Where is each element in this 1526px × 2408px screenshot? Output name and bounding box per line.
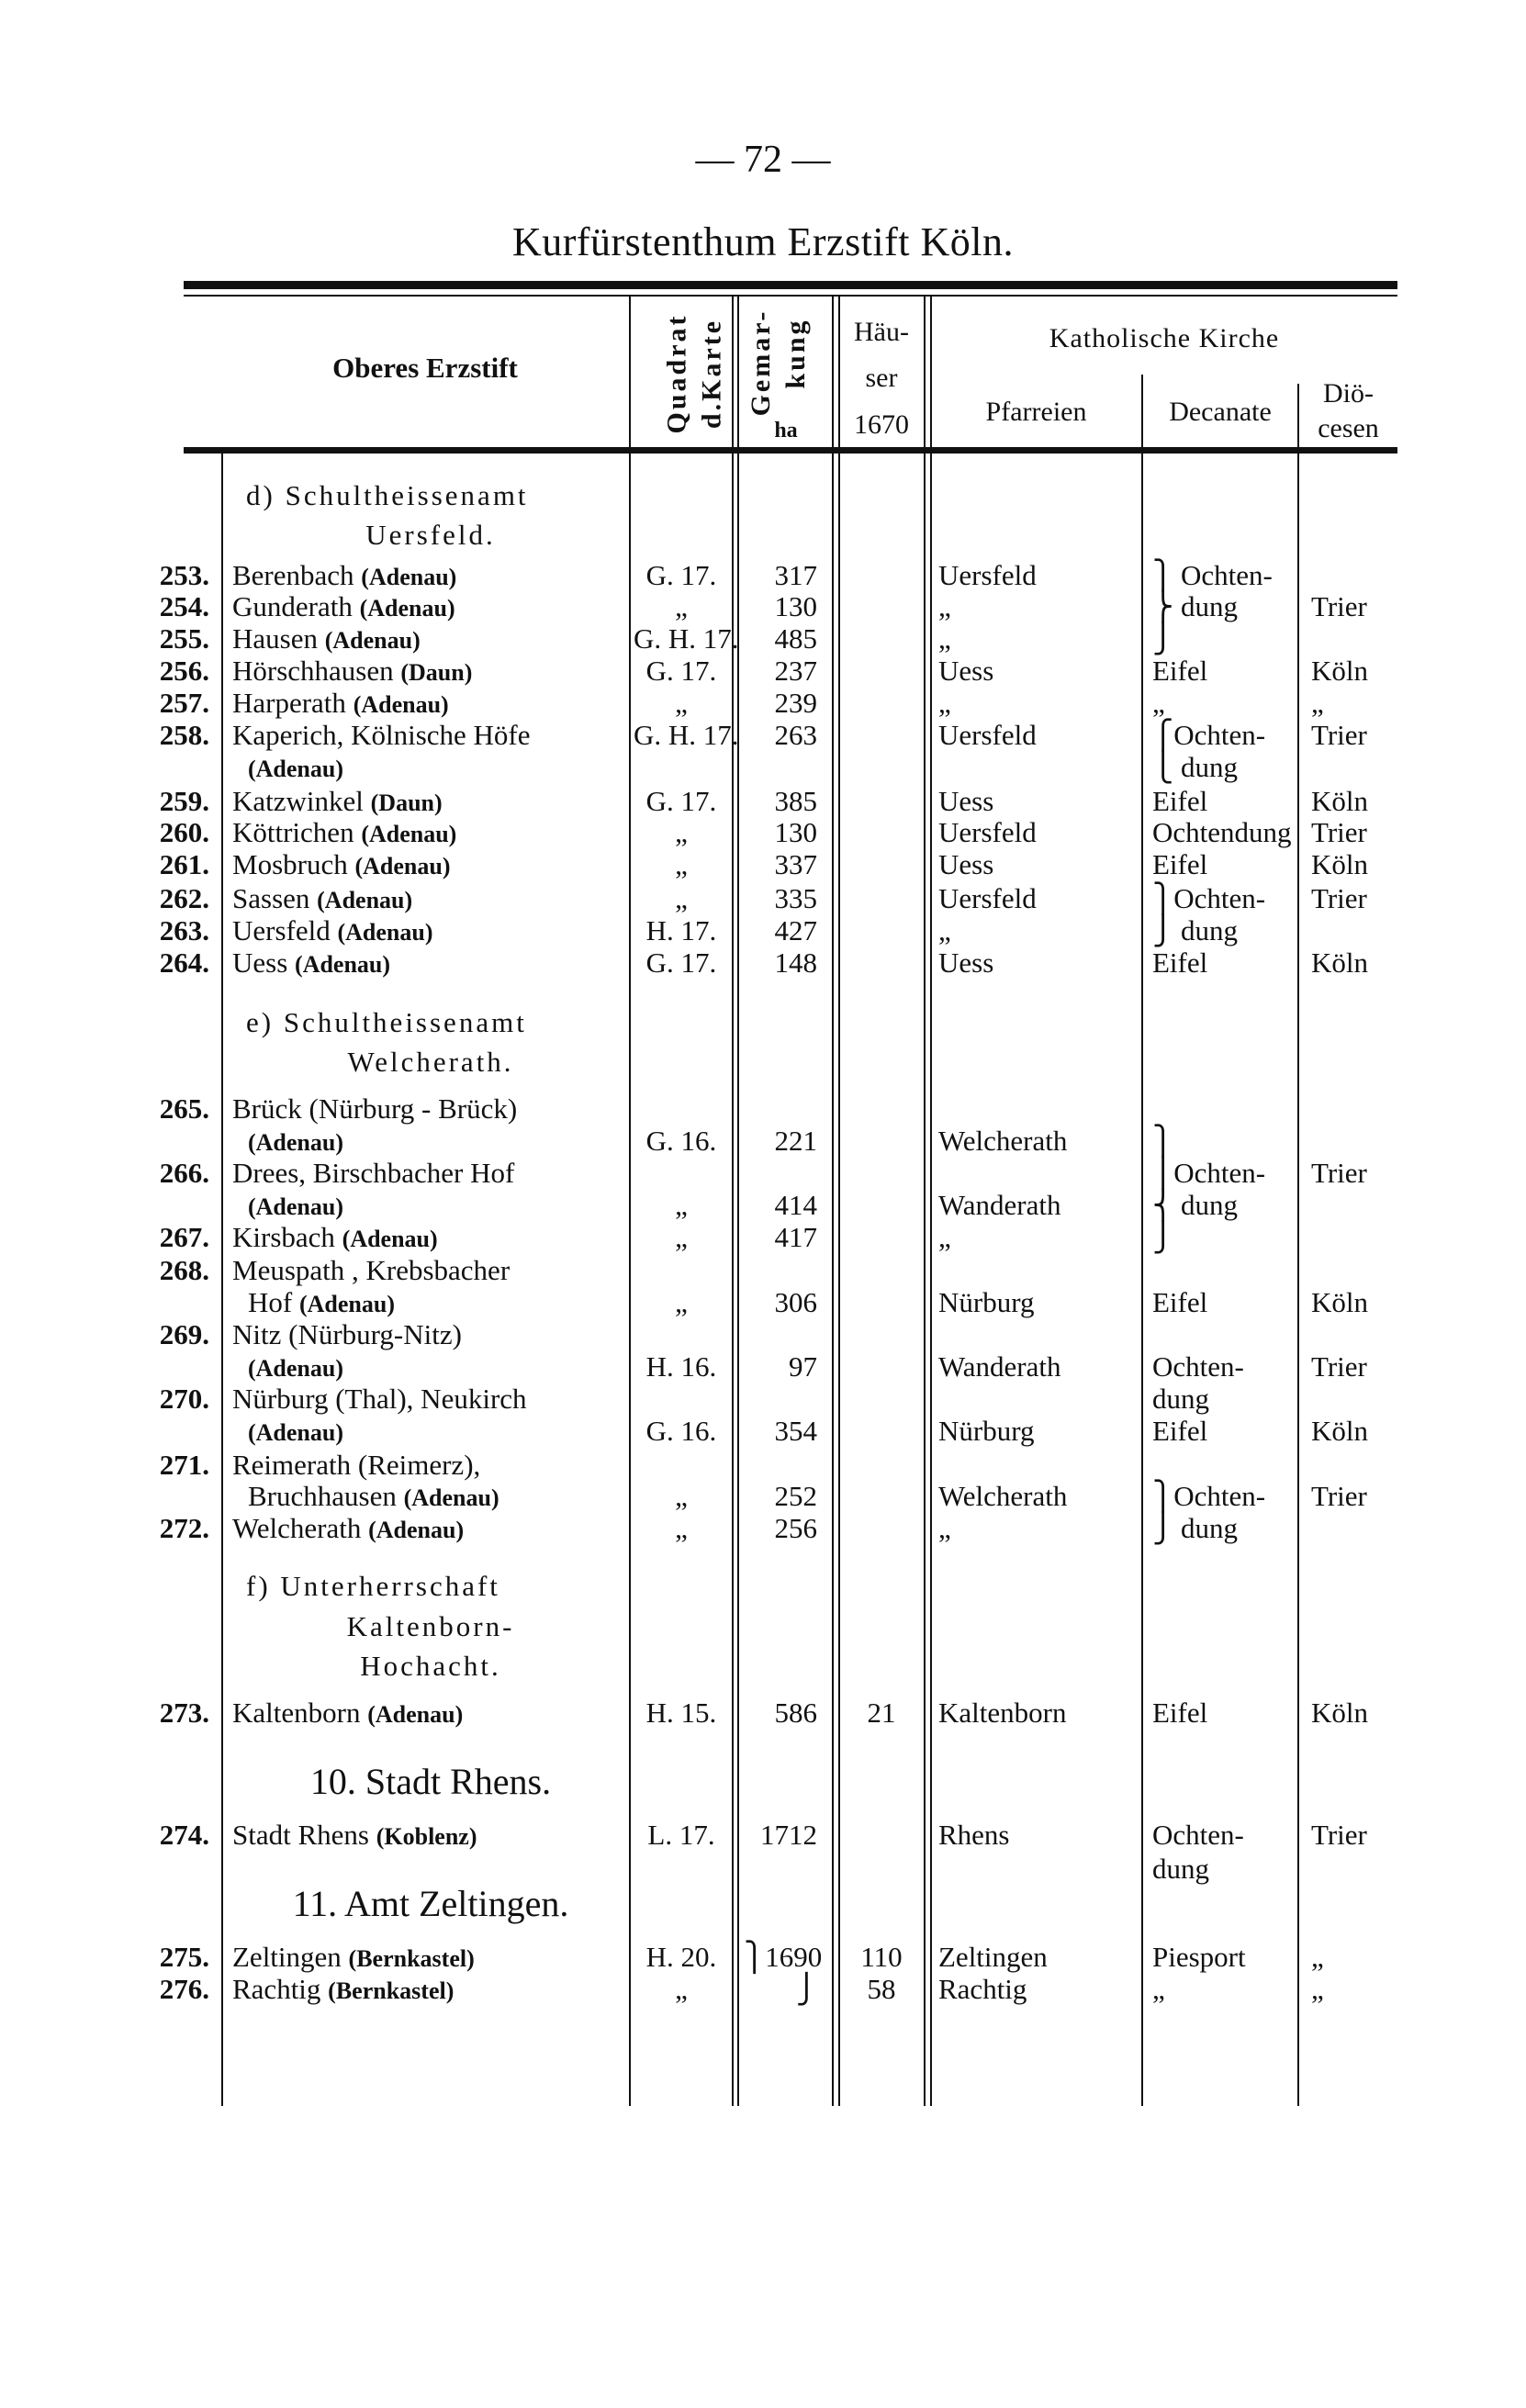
district: (Adenau) [248, 1355, 344, 1382]
deanery: ⎧Ochten- [1152, 719, 1266, 751]
parish: Wanderath [938, 1350, 1061, 1383]
area-ha: 586 [774, 1697, 817, 1729]
district: (Adenau) [403, 1484, 499, 1511]
parish: Kaltenborn [938, 1697, 1067, 1729]
entry-number: 257. [159, 687, 209, 719]
place-name [248, 752, 343, 785]
houses-1670: 58 [867, 1973, 896, 2005]
parish: Welcherath [938, 1480, 1068, 1512]
place-name [232, 591, 455, 624]
deanery: ⎫ Ochten- [1152, 559, 1273, 591]
entry-number: 254. [159, 590, 209, 622]
subsection-heading [0, 480, 1526, 511]
header-region: Oberes Erzstift [332, 352, 518, 384]
place-name-text: Nürburg (Thal), Neukirch [232, 1383, 527, 1415]
deanery: Eifel [1152, 848, 1208, 880]
deanery: Eifel [1152, 1415, 1208, 1447]
parish: Uess [938, 848, 994, 880]
place-name-text: Rachtig [232, 1973, 321, 2005]
section-title: 10. Stadt Rhens. [309, 1761, 552, 1802]
section-heading [0, 1882, 1526, 1926]
section-heading [0, 1760, 1526, 1804]
place-name [232, 1093, 517, 1126]
table-row [0, 623, 1526, 655]
entry-number: 256. [159, 655, 209, 687]
place-name-text: Hausen [232, 622, 318, 655]
diocese: Köln [1311, 946, 1368, 979]
area-ha: ⎫1690 [744, 1941, 823, 1973]
district: (Daun) [400, 659, 473, 686]
place-name-text: Hörschhausen [232, 655, 394, 687]
deanery: Eifel [1152, 785, 1208, 817]
map-square: G. 17. [645, 785, 717, 817]
entry-number: 269. [159, 1318, 209, 1350]
place-name-text: Kirsbach [232, 1221, 335, 1253]
table-row [0, 1820, 1526, 1851]
map-square: G. 17. [645, 559, 717, 591]
header-gemarkung-unit: ha [774, 419, 798, 442]
deanery: Ochtendung [1152, 816, 1292, 848]
section-title: Hochacht. [360, 1650, 501, 1682]
place-name-text: Stadt Rhens [232, 1819, 369, 1851]
parish: Uersfeld [938, 816, 1037, 848]
table-row-continuation [0, 752, 1526, 783]
table-row [0, 1513, 1526, 1544]
deanery: ⎫Ochten- [1152, 1480, 1266, 1512]
place-name [232, 1450, 480, 1483]
diocese: Trier [1311, 1350, 1367, 1383]
place-name [248, 1351, 343, 1384]
place-name [232, 817, 456, 850]
entry-number: 259. [159, 785, 209, 817]
map-square: „ [675, 1512, 688, 1544]
header-quadrat-line1: Quadrat [661, 313, 692, 434]
place-name [232, 1513, 464, 1546]
parish: „ [938, 590, 951, 622]
header-decanate: Decanate [1169, 397, 1272, 427]
subsection-heading [0, 1651, 1526, 1682]
place-name-text: Katzwinkel [232, 785, 364, 817]
map-square: „ [675, 687, 688, 719]
top-thick-rule [184, 281, 1397, 289]
entry-number: 253. [159, 559, 209, 591]
parish: Nürburg [938, 1415, 1035, 1447]
place-name [232, 1222, 438, 1255]
area-ha: ⎭ [795, 1973, 817, 2005]
entry-number: 264. [159, 946, 209, 979]
map-square: H. 16. [645, 1350, 717, 1383]
place-name-text: Mosbruch [232, 848, 348, 880]
map-square: „ [675, 1189, 688, 1221]
area-ha: 414 [774, 1189, 817, 1221]
area-ha: 130 [774, 816, 817, 848]
deanery: Eifel [1152, 1286, 1208, 1318]
map-square: G. H. 17. [634, 719, 739, 751]
area-ha: 385 [774, 785, 817, 817]
deanery: Ochten- [1152, 1819, 1244, 1851]
entry-number: 267. [159, 1221, 209, 1253]
entry-number: 266. [159, 1157, 209, 1189]
place-name [232, 1255, 510, 1288]
entry-number: 276. [159, 1973, 209, 2005]
map-square: „ [675, 816, 688, 848]
place-name [232, 1319, 462, 1352]
deanery: ⎨ dung [1152, 1189, 1238, 1221]
deanery: ⎭ dung [1152, 914, 1238, 946]
table-row [0, 1319, 1526, 1350]
table-row [0, 786, 1526, 817]
place-name-text: Uersfeld [232, 914, 331, 946]
district: (Adenau) [361, 821, 457, 847]
table-row [0, 1255, 1526, 1286]
map-square: „ [675, 1221, 688, 1253]
table-row [0, 849, 1526, 880]
parish: Wanderath [938, 1189, 1061, 1221]
area-ha: 148 [774, 946, 817, 979]
deanery: Eifel [1152, 1697, 1208, 1729]
diocese: Trier [1311, 1819, 1367, 1851]
place-name-text: Reimerath (Reimerz), [232, 1449, 481, 1481]
parish: „ [938, 687, 951, 719]
district: (Adenau) [359, 595, 455, 622]
entry-number: 263. [159, 914, 209, 946]
district: (Adenau) [353, 691, 449, 718]
area-ha: 354 [774, 1415, 817, 1447]
place-name-text: Zeltingen [232, 1941, 342, 1973]
place-name-text: Bruchhausen [248, 1480, 397, 1512]
subsection-heading [0, 1007, 1526, 1038]
parish: „ [938, 1512, 951, 1544]
place-name-text: Brück (Nürburg - Brück) [232, 1092, 518, 1125]
table-row [0, 1222, 1526, 1253]
header-haeuser-1: Häu- [854, 317, 909, 347]
header-gemarkung [740, 303, 832, 445]
area-ha: 252 [774, 1480, 817, 1512]
place-name-text: Uess [232, 946, 288, 979]
district: (Adenau) [324, 627, 421, 654]
header-pfarreien: Pfarreien [985, 397, 1087, 427]
district: (Adenau) [248, 1193, 344, 1220]
deanery: ⎬ dung [1152, 590, 1238, 622]
diocese: Trier [1311, 719, 1367, 751]
place-name [232, 849, 450, 882]
header-gemarkung-line1: Gemar- [746, 308, 776, 417]
area-ha: 417 [774, 1221, 817, 1253]
district: (Adenau) [361, 564, 457, 590]
area-ha: 317 [774, 559, 817, 591]
table-row-continuation [0, 1287, 1526, 1318]
parish: Uersfeld [938, 882, 1037, 914]
table-row-continuation [0, 1854, 1526, 1885]
area-ha: 335 [774, 882, 817, 914]
place-name-text: Gunderath [232, 590, 353, 622]
diocese: „ [1311, 1973, 1324, 2005]
parish: Zeltingen [938, 1941, 1048, 1973]
place-name-text: Nitz (Nürburg-Nitz) [232, 1318, 462, 1350]
entry-number: 262. [159, 882, 209, 914]
deanery: ⎭ dung [1152, 1512, 1238, 1544]
parish: Rhens [938, 1819, 1010, 1851]
page-number: — 72 — [695, 139, 831, 181]
table-row [0, 1450, 1526, 1481]
place-name-text: Berenbach [232, 559, 354, 591]
deanery: ⎫ [1152, 1125, 1174, 1157]
section-title: Kaltenborn- [346, 1610, 515, 1642]
area-ha: 1712 [760, 1819, 817, 1851]
deanery: Eifel [1152, 655, 1208, 687]
place-name [248, 1287, 395, 1320]
page-title: Kurfürstenthum Erzstift Köln. [511, 219, 1015, 264]
place-name-text: Meuspath , Krebsbacher [232, 1254, 511, 1286]
district: (Adenau) [248, 756, 344, 782]
parish: Welcherath [938, 1125, 1068, 1157]
deanery: dung [1152, 1853, 1209, 1885]
place-name [232, 688, 449, 721]
entry-number: 272. [159, 1512, 209, 1544]
subsection-heading [0, 1047, 1526, 1078]
district: (Adenau) [342, 1226, 438, 1252]
district: (Bernkastel) [328, 1977, 454, 2004]
header-dioecesen-1: Diö- [1323, 378, 1374, 409]
map-square: „ [675, 1973, 688, 2005]
diocese: „ [1311, 687, 1324, 719]
table-row [0, 1383, 1526, 1415]
place-name [248, 1481, 499, 1514]
header-haeuser-2: ser [865, 363, 898, 393]
area-ha: 306 [774, 1286, 817, 1318]
deanery: ⎭ [1152, 622, 1174, 655]
entry-number: 270. [159, 1383, 209, 1415]
table-row [0, 915, 1526, 946]
map-square: G. 16. [645, 1125, 717, 1157]
area-ha: 485 [774, 622, 817, 655]
map-square: G. 17. [645, 946, 717, 979]
place-name-text: Hof [248, 1286, 293, 1318]
place-name [232, 1974, 454, 2007]
diocese: Trier [1311, 1157, 1367, 1189]
place-name [232, 915, 433, 948]
map-square: „ [675, 1286, 688, 1318]
parish: „ [938, 914, 951, 946]
section-title: d) Schultheissenamt [246, 479, 529, 511]
diocese: Köln [1311, 848, 1368, 880]
entry-number: 261. [159, 848, 209, 880]
header-kirche: Katholische Kirche [1049, 323, 1280, 353]
district: (Adenau) [367, 1701, 464, 1728]
section-title: Uersfeld. [365, 519, 496, 551]
parish: Rachtig [938, 1973, 1027, 2005]
entry-number: 273. [159, 1697, 209, 1729]
deanery: ⎭ [1152, 1221, 1174, 1253]
place-name-text: Kaperich, Kölnische Höfe [232, 719, 531, 751]
place-name [248, 1126, 343, 1159]
subsection-heading [0, 1611, 1526, 1642]
entry-number: 265. [159, 1092, 209, 1125]
entry-number: 271. [159, 1449, 209, 1481]
houses-1670: 21 [867, 1697, 896, 1729]
area-ha: 97 [789, 1350, 817, 1383]
map-square: „ [675, 1480, 688, 1512]
district: (Adenau) [337, 919, 433, 946]
area-ha: 239 [774, 687, 817, 719]
parish: Uersfeld [938, 559, 1037, 591]
table-row [0, 817, 1526, 848]
district: (Adenau) [298, 1291, 395, 1317]
table-row-continuation [0, 1481, 1526, 1512]
place-name [232, 1820, 477, 1853]
district: (Koblenz) [376, 1823, 477, 1850]
place-name-text: Welcherath [232, 1512, 362, 1544]
section-title: 11. Amt Zeltingen. [292, 1883, 569, 1924]
parish: Uess [938, 946, 994, 979]
place-name [232, 623, 421, 656]
map-square: „ [675, 590, 688, 622]
deanery: „ [1152, 1973, 1165, 2005]
map-square: H. 15. [645, 1697, 717, 1729]
district: (Bernkastel) [348, 1945, 475, 1972]
place-name-text: Drees, Birschbacher Hof [232, 1157, 515, 1189]
place-name [232, 560, 456, 593]
table-row-continuation [0, 1190, 1526, 1221]
place-name-text: Sassen [232, 882, 310, 914]
table-row [0, 591, 1526, 622]
place-name [248, 1190, 343, 1223]
table-row [0, 1974, 1526, 2005]
district: (Daun) [370, 790, 443, 816]
district: (Adenau) [368, 1517, 465, 1543]
entry-number: 255. [159, 622, 209, 655]
entry-number: 258. [159, 719, 209, 751]
table-row [0, 883, 1526, 914]
parish: Nürburg [938, 1286, 1035, 1318]
table-row [0, 688, 1526, 719]
area-ha: 237 [774, 655, 817, 687]
entry-number: 275. [159, 1941, 209, 1973]
header-haeuser-3: 1670 [854, 409, 909, 440]
district: (Adenau) [248, 1419, 344, 1446]
map-square: „ [675, 882, 688, 914]
map-square: G. H. 17. [634, 622, 739, 655]
table-row-continuation [0, 1351, 1526, 1383]
place-name [232, 655, 472, 689]
subsection-heading [0, 1571, 1526, 1602]
area-ha: 130 [774, 590, 817, 622]
map-square: G. 16. [645, 1415, 717, 1447]
map-square: L. 17. [647, 1819, 715, 1851]
place-name [248, 1416, 343, 1449]
area-ha: 337 [774, 848, 817, 880]
table-row [0, 947, 1526, 979]
place-name-text: Harperath [232, 687, 346, 719]
place-name [232, 1697, 463, 1730]
houses-1670: 110 [860, 1941, 903, 1973]
deanery: ⎫Ochten- [1152, 882, 1266, 914]
deanery: Ochten- [1152, 1350, 1244, 1383]
map-square: G. 17. [645, 655, 717, 687]
header-quadrat [634, 303, 729, 445]
place-name [232, 883, 412, 916]
table-row [0, 1942, 1526, 1973]
diocese: „ [1311, 1941, 1324, 1973]
header-bottom-rule [184, 447, 1397, 454]
deanery: dung [1152, 1383, 1209, 1415]
map-square: H. 17. [645, 914, 717, 946]
parish: Uersfeld [938, 719, 1037, 751]
place-name [232, 720, 531, 753]
entry-number: 268. [159, 1254, 209, 1286]
parish: Uess [938, 785, 994, 817]
diocese: Köln [1311, 1697, 1368, 1729]
header-quadrat-line2: d.Karte [696, 318, 727, 430]
place-name-text: Kaltenborn [232, 1697, 361, 1729]
table-row [0, 1158, 1526, 1189]
parish: „ [938, 622, 951, 655]
place-name [232, 1383, 527, 1417]
district: (Adenau) [317, 887, 413, 913]
entry-number: 260. [159, 816, 209, 848]
district: (Adenau) [248, 1129, 344, 1156]
entry-number: 274. [159, 1819, 209, 1851]
place-name [232, 786, 443, 819]
parish: „ [938, 1221, 951, 1253]
place-name-text: Köttrichen [232, 816, 354, 848]
table-row [0, 1093, 1526, 1125]
diocese: Köln [1311, 1415, 1368, 1447]
header-dioecesen-2: cesen [1318, 413, 1379, 443]
table-row-continuation [0, 1416, 1526, 1447]
deanery: „ [1152, 687, 1165, 719]
table-row [0, 655, 1526, 687]
diocese: Köln [1311, 655, 1368, 687]
area-ha: 427 [774, 914, 817, 946]
section-title: Welcherath. [347, 1046, 514, 1078]
district: (Adenau) [354, 853, 451, 879]
diocese: Köln [1311, 1286, 1368, 1318]
area-ha: 256 [774, 1512, 817, 1544]
area-ha: 263 [774, 719, 817, 751]
map-square: H. 20. [645, 1941, 717, 1973]
section-title: e) Schultheissenamt [246, 1006, 527, 1038]
parish: Uess [938, 655, 994, 687]
place-name [232, 1942, 475, 1975]
subsection-heading [0, 520, 1526, 551]
deanery: ⎪Ochten- [1152, 1157, 1266, 1189]
table-row [0, 560, 1526, 591]
district: (Adenau) [295, 951, 391, 978]
diocese: Köln [1311, 785, 1368, 817]
place-name [232, 947, 390, 980]
table-row [0, 1697, 1526, 1729]
header-gemarkung-line2: kung [780, 318, 811, 389]
deanery: Piesport [1152, 1941, 1246, 1973]
area-ha: 221 [774, 1125, 817, 1157]
diocese: Trier [1311, 1480, 1367, 1512]
diocese: Trier [1311, 882, 1367, 914]
diocese: Trier [1311, 816, 1367, 848]
map-square: „ [675, 848, 688, 880]
deanery: ⎩ dung [1152, 751, 1238, 783]
deanery: Eifel [1152, 946, 1208, 979]
section-title: f) Unterherrschaft [246, 1570, 500, 1602]
place-name [232, 1158, 514, 1191]
table-row [0, 720, 1526, 751]
table-row-continuation [0, 1126, 1526, 1157]
diocese: Trier [1311, 590, 1367, 622]
